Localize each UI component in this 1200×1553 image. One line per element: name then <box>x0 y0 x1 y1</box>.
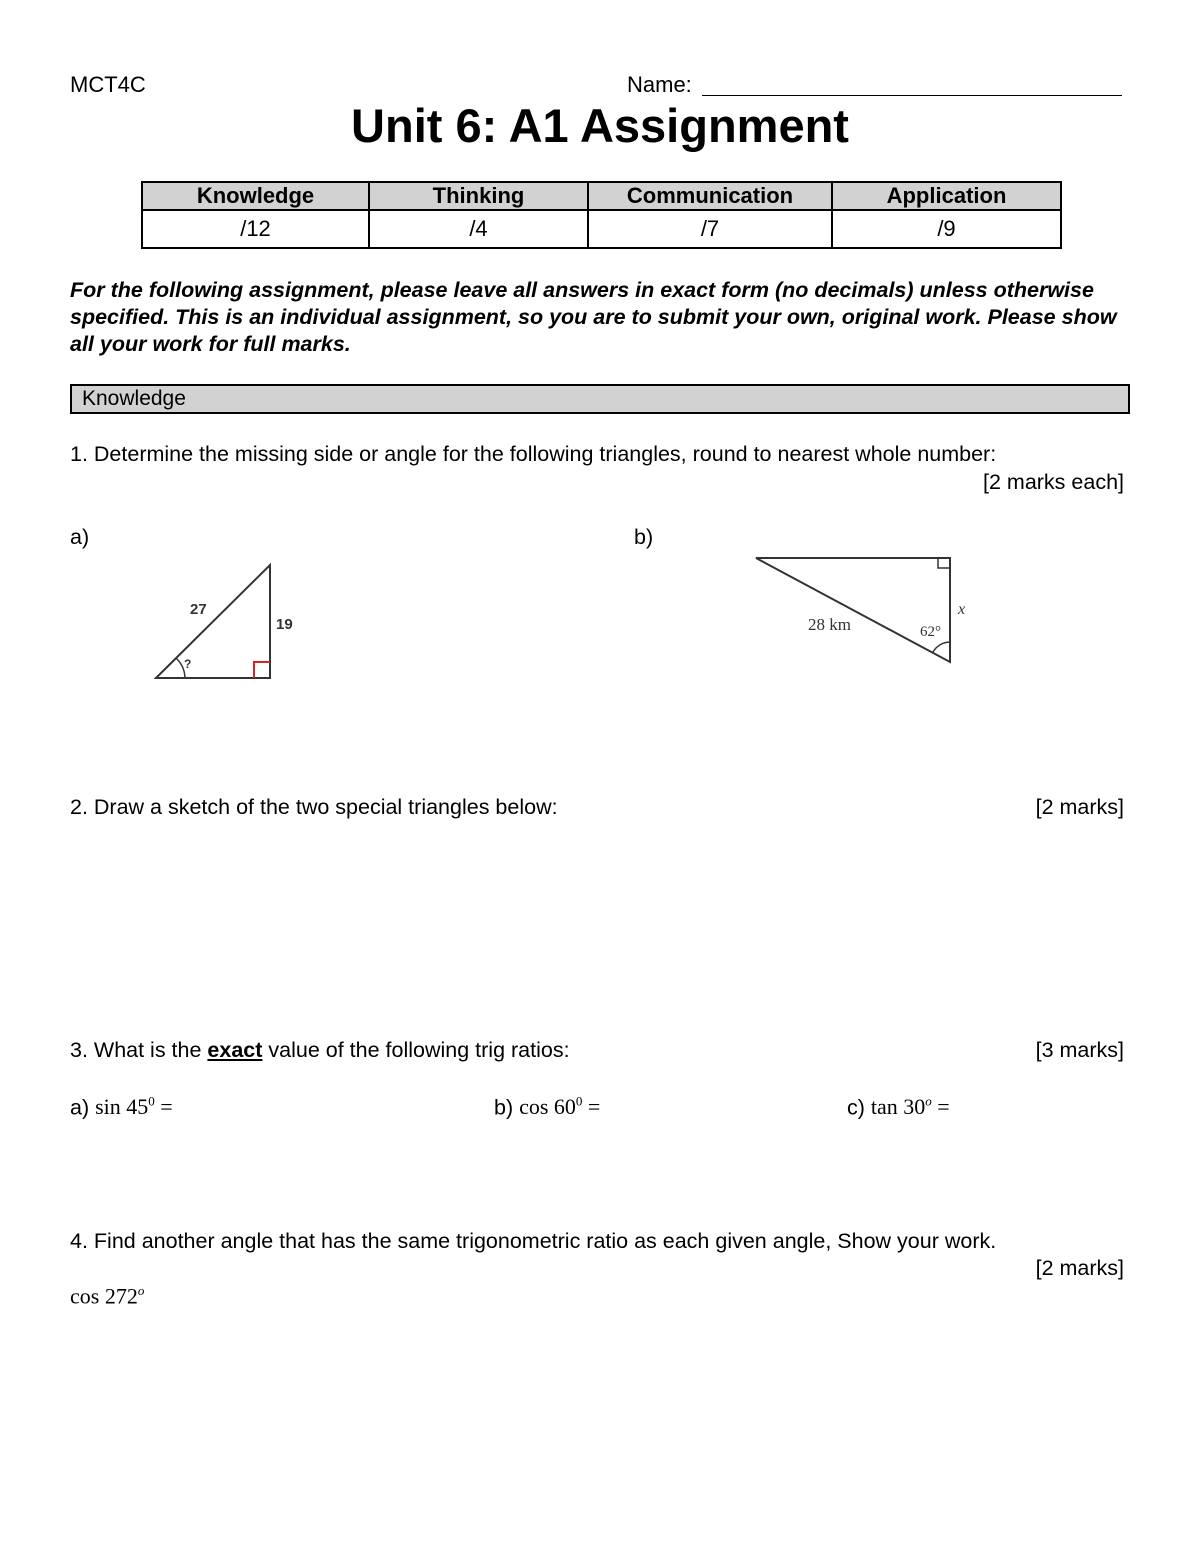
q2-text: 2. Draw a sketch of the two special triangles below: <box>70 795 558 819</box>
instructions: For the following assignment, please leave all answers in exact form (no decimals) unless otherwise specified. This is an individual assignment, so you are to submit your own, original work. Please show all your work for full marks. <box>70 278 1117 356</box>
q3-c-sup: o <box>925 1094 932 1109</box>
course-code: MCT4C <box>70 72 146 97</box>
triangle-b-right-angle-mark <box>938 558 950 568</box>
q3-b-fn: cos 60 <box>519 1094 576 1120</box>
q3-part-a-label: a) <box>70 1095 96 1120</box>
triangle-b-shape <box>756 558 950 662</box>
triangle-a-hyp-label: 27 <box>190 601 207 618</box>
q3-part-c <box>847 1094 950 1120</box>
q1-part-b-label: b) <box>634 525 654 549</box>
triangle-b-hyp-label: 28 km <box>808 615 851 634</box>
q3-part-b-label: b) <box>494 1095 520 1120</box>
name-blank-line[interactable] <box>702 95 1122 96</box>
q1-text: 1. Determine the missing side or angle for the following triangles, round to nearest whole number: <box>70 442 997 466</box>
q3-a-sup: 0 <box>148 1094 155 1109</box>
q3-text <box>70 1038 570 1063</box>
triangle-b-angle-arc <box>933 642 950 652</box>
q3-part-a <box>70 1094 173 1120</box>
q4-expr-sup: o <box>137 1283 145 1298</box>
triangle-a-side-label: 19 <box>276 616 293 633</box>
header-communication: Communication <box>588 182 832 210</box>
q3-c-equals: = <box>931 1094 950 1120</box>
triangle-b-side-label: x <box>958 601 966 618</box>
section-label: Knowledge <box>82 387 186 410</box>
q3-a-equals: = <box>154 1094 173 1120</box>
triangle-a-right-angle-mark <box>254 662 270 678</box>
q1-part-a-label: a) <box>70 525 90 549</box>
q4-marks: [2 marks] <box>1035 1256 1124 1280</box>
value-application: /9 <box>832 210 1061 248</box>
triangle-a-angle-label: ? <box>184 657 192 671</box>
q3-text-emphasis: exact <box>207 1038 263 1062</box>
header-application: Application <box>832 182 1061 210</box>
q3-a-fn: sin 45 <box>95 1094 149 1120</box>
triangle-b-angle-label: 62° <box>920 624 941 640</box>
q3-part-b <box>494 1094 600 1120</box>
value-knowledge: /12 <box>142 210 369 248</box>
value-communication: /7 <box>588 210 832 248</box>
q3-part-c-label: c) <box>847 1095 871 1120</box>
page-title: Unit 6: A1 Assignment <box>351 99 849 152</box>
triangle-b-diagram <box>750 550 980 668</box>
q2-marks: [2 marks] <box>1035 795 1124 819</box>
q3-part-a-expression <box>95 1094 173 1119</box>
q3-b-equals: = <box>582 1094 601 1120</box>
value-thinking: /4 <box>369 210 588 248</box>
q3-marks: [3 marks] <box>1035 1038 1124 1062</box>
marks-table-value-row <box>142 210 1061 248</box>
q4-text: 4. Find another angle that has the same trigonometric ratio as each given angle, Show your work. <box>70 1229 997 1253</box>
q3-part-c-expression <box>871 1094 950 1119</box>
q3-c-fn: tan 30 <box>870 1094 926 1120</box>
q4-expr-fn: cos 272 <box>70 1283 138 1309</box>
q3-text-pre: 3. What is the <box>70 1038 208 1062</box>
triangle-a-shape <box>156 565 270 678</box>
marks-table <box>141 181 1062 249</box>
header-knowledge: Knowledge <box>142 182 369 210</box>
q1-marks: [2 marks each] <box>983 470 1124 494</box>
marks-table-header-row <box>142 182 1061 210</box>
header-thinking: Thinking <box>369 182 588 210</box>
q4-expression <box>70 1283 144 1309</box>
q3-part-b-expression <box>519 1094 600 1119</box>
section-bar <box>70 384 1130 414</box>
q3-b-sup: 0 <box>575 1094 583 1109</box>
name-label: Name: <box>627 72 692 97</box>
triangle-a-diagram <box>150 558 310 686</box>
q3-text-post: value of the following trig ratios: <box>262 1038 570 1062</box>
